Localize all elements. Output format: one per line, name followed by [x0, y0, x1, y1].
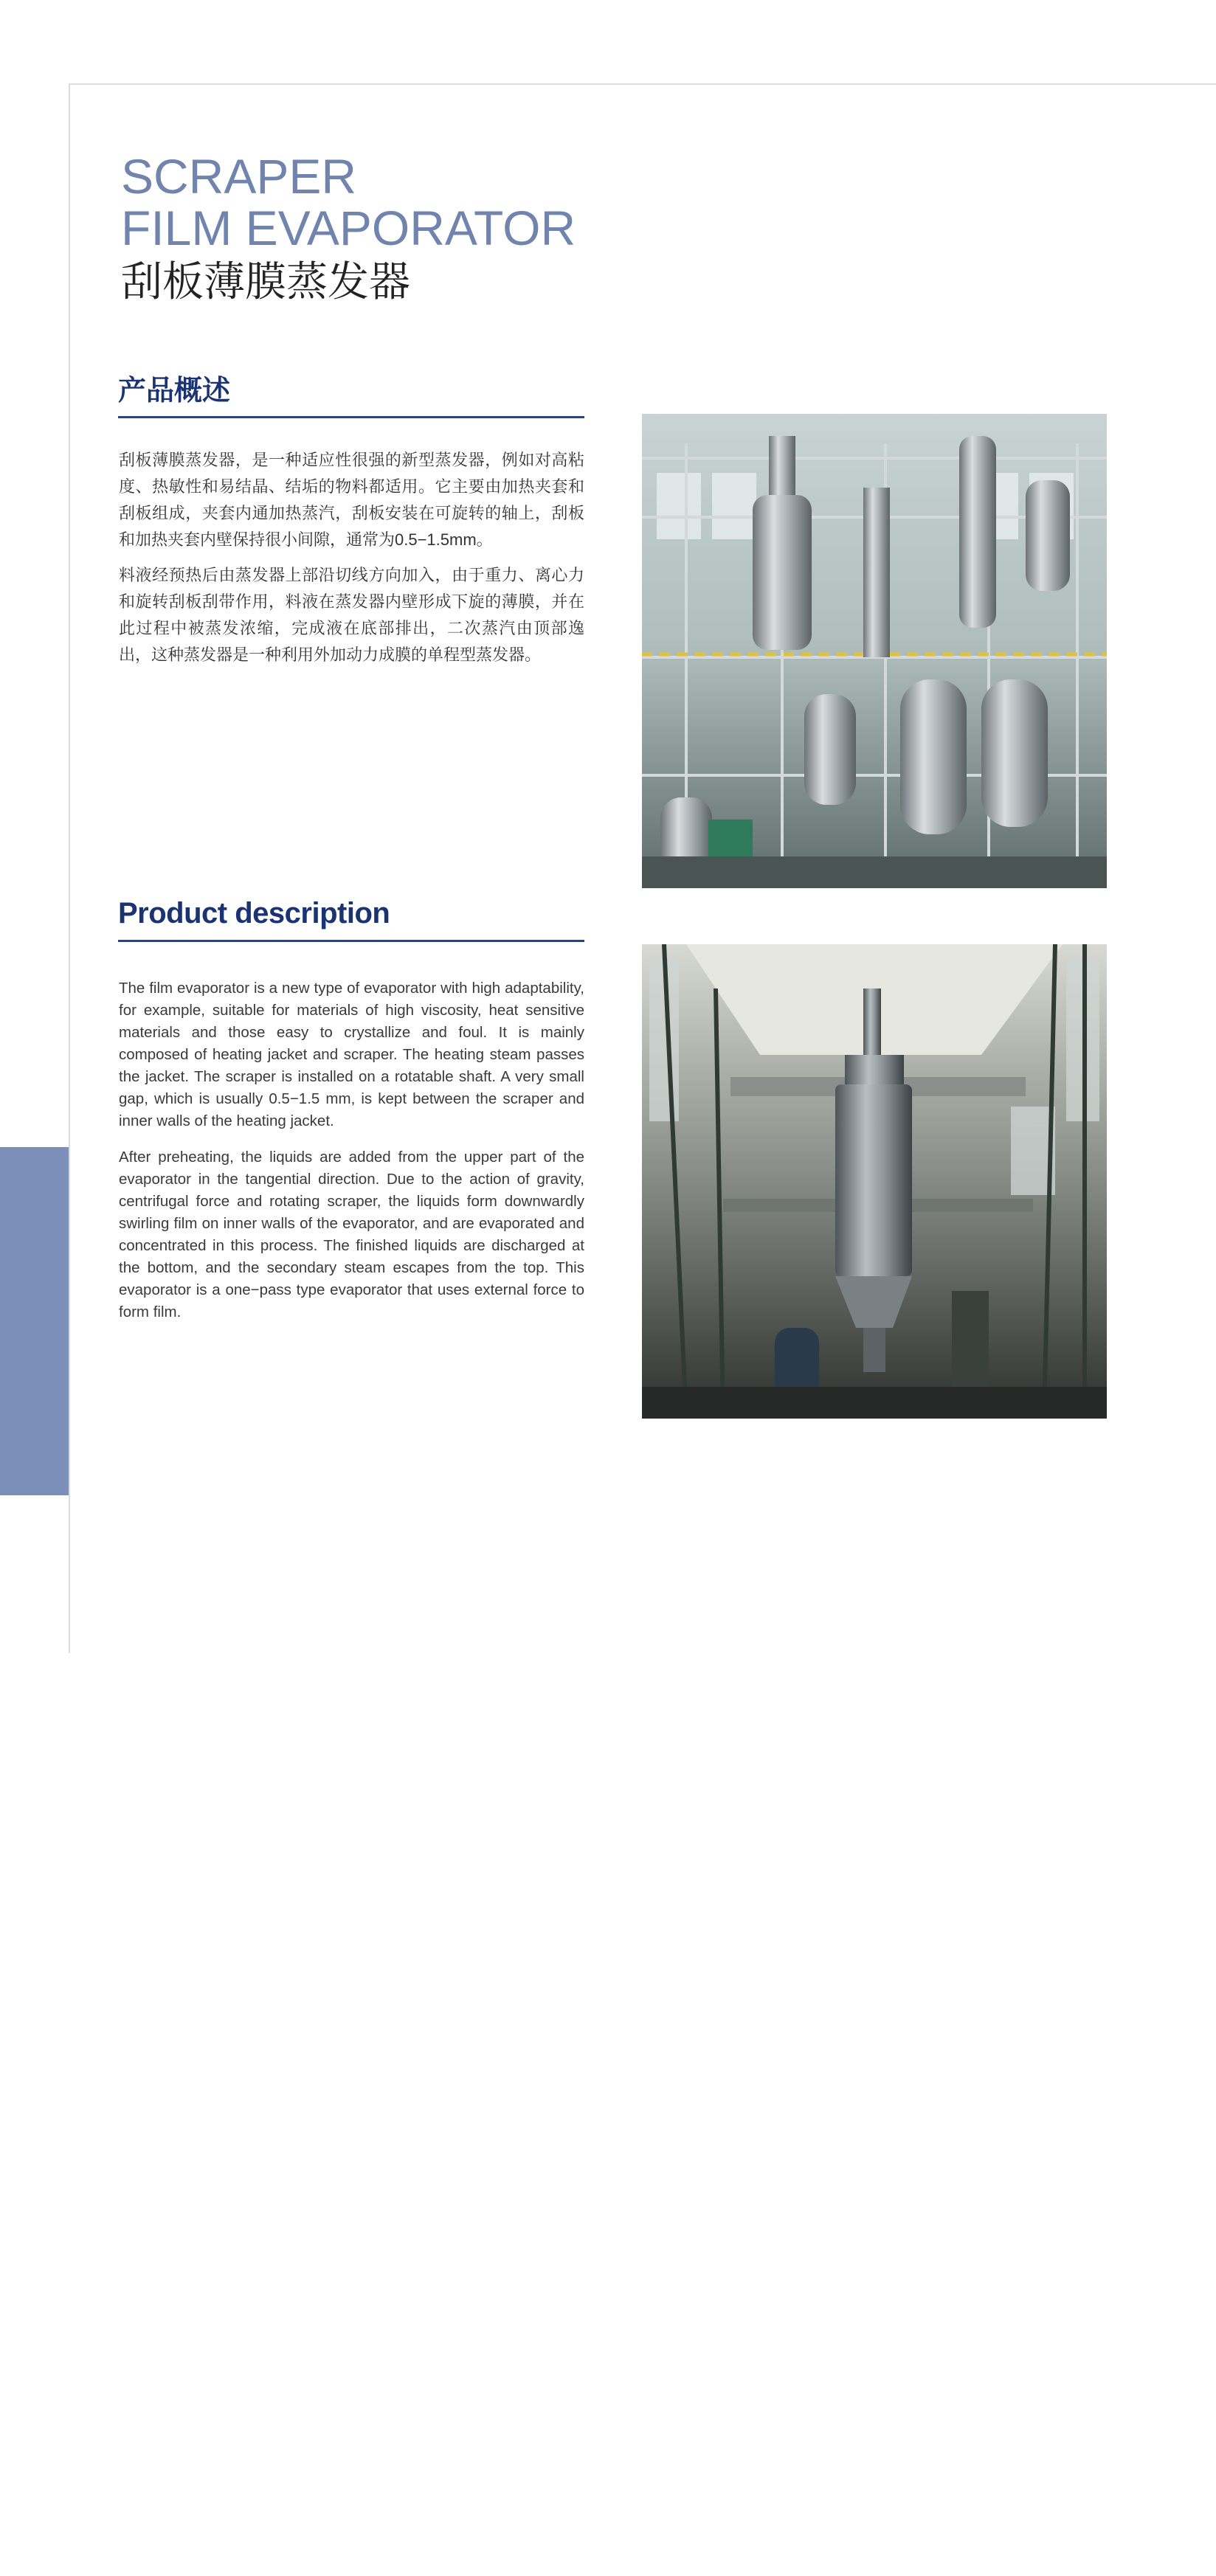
- title-line-2: FILM EVAPORATOR: [121, 201, 576, 255]
- paragraph-en-1: The film evaporator is a new type of evaporator with high adaptability, for example, suitable for materials of high viscosity, heat sensitive materials and those easy to crystallize and foul. It is mainly composed of heating jacket and scraper. The heating steam passes the jacket. The scraper is installed on a rotatable shaft. A very small gap, which is usually 0.5−1.5 mm, is kept between the scraper and inner walls of the heating jacket.: [119, 980, 584, 1129]
- website-url[interactable]: www.cnrenzhe.com: [20, 2359, 47, 2576]
- page-frame-left-line: [69, 83, 70, 1653]
- page-title-english: [121, 150, 576, 254]
- description-cn: [119, 447, 584, 677]
- section-heading-cn: 产品概述: [118, 372, 584, 418]
- paragraph-cn-1: 刮板薄膜蒸发器，是一种适应性很强的新型蒸发器，例如对高粘度、热敏性和易结晶、结垢的物料都适用。它主要由加热夹套和刮板组成，夹套内通加热蒸汽，刮板安装在可旋转的轴上，刮板和加热夹套内壁保持很小间隙，通常为0.5−1.5mm。: [119, 451, 584, 549]
- section-heading-en: Product description: [118, 894, 584, 942]
- description-en: [119, 977, 584, 1337]
- page-frame-top-line: [69, 83, 1216, 85]
- scraper-evaporator-photo: [642, 944, 1107, 1419]
- side-tab: [0, 1147, 69, 2576]
- evaporator-installation-photo: [642, 414, 1107, 888]
- paragraph-cn-2: 料液经预热后由蒸发器上部沿切线方向加入，由于重力、离心力和旋转刮板刮带作用，料液在蒸发器内壁形成下旋的薄膜，并在此过程中被蒸发浓缩，完成液在底部排出，二次蒸汽由顶部逸出，这种蒸发器是一种利用外加动力成膜的单程型蒸发器。: [119, 566, 584, 664]
- title-line-1: SCRAPER: [121, 149, 357, 204]
- page-title-chinese: 刮板薄膜蒸发器: [121, 258, 410, 305]
- paragraph-en-2: After preheating, the liquids are added from the upper part of the evaporator in the tangential direction. Due to the action of gravity, centrifugal force and rotating scraper, the liquids form downwardly swirling film on inner walls of the evaporator, and are evaporated and concentrated in this process. The finished liquids are discharged at the bottom, and the secondary steam escapes from the top. This evaporator is a one−pass type evaporator that uses external force to form film.: [119, 1149, 584, 1320]
